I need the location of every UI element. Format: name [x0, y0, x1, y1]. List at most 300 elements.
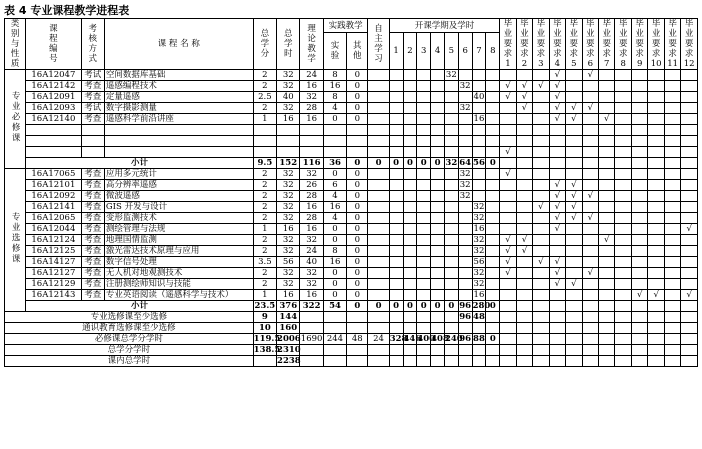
experiment-cell: 6 [323, 180, 346, 191]
summary-grad-req-12 [681, 345, 698, 356]
semester-3-cell [417, 81, 431, 92]
subtotal-semester-1: 0 [389, 158, 403, 169]
hours-cell: 32 [277, 81, 300, 92]
semester-4-cell [431, 246, 445, 257]
credit-cell: 1 [253, 290, 276, 301]
semester-8-cell [486, 81, 500, 92]
summary-self [368, 323, 389, 334]
self-study-cell [368, 70, 389, 81]
subtotal-semester-7: 56 [473, 158, 485, 168]
header-exam-method: 考 核 方 式 [81, 19, 104, 70]
theory-cell: 24 [300, 70, 323, 81]
self-study-cell [368, 136, 389, 147]
semester-4-cell [431, 125, 445, 136]
theory-cell: 32 [300, 92, 323, 103]
required-row [5, 147, 698, 158]
grad-req-12-cell [681, 235, 698, 246]
summary-credit [253, 356, 276, 367]
summary-grad-req-9 [631, 356, 647, 367]
subtotal-grad-req-7 [599, 158, 615, 169]
grad-req-4-cell: √ [549, 191, 565, 202]
course-code: 16A12140 [26, 114, 81, 125]
grad-req-12-cell [681, 92, 698, 103]
experiment-cell: 4 [323, 213, 346, 224]
semester-1-cell [389, 202, 403, 213]
semester-8-cell [486, 103, 500, 114]
semester-2-cell [403, 147, 417, 158]
course-code: 16A12142 [26, 81, 81, 92]
course-name: 专业英语阅读（遥感科学与技术） [104, 290, 253, 301]
grad-req-9-cell [631, 81, 647, 92]
semester-8-cell [486, 147, 500, 158]
subtotal-theory: 322 [300, 301, 323, 312]
credit-cell: 2 [253, 279, 276, 290]
summary-grad-req-12 [681, 323, 698, 334]
required-subtotal-row [5, 158, 698, 169]
grad-req-6-cell [582, 169, 598, 180]
summary-self: 24 [368, 334, 389, 345]
subtotal-grad-req-11 [664, 301, 680, 312]
header-row-1 [5, 19, 698, 33]
grad-req-6-cell [582, 202, 598, 213]
summary-semester-7 [472, 323, 486, 334]
summary-grad-req-1 [500, 323, 516, 334]
credit-cell [253, 136, 276, 147]
semester-6-cell: 32 [459, 180, 471, 190]
header-semester-6: 6 [458, 33, 472, 70]
summary-grad-req-3 [533, 345, 549, 356]
grad-req-7-cell [599, 81, 615, 92]
course-name: 无人机对地观测技术 [104, 268, 253, 279]
grad-req-1-cell: √ [500, 92, 516, 103]
grad-req-8-cell [615, 136, 631, 147]
credit-cell: 2 [253, 81, 276, 92]
grad-req-1-cell [500, 290, 516, 301]
summary-grad-req-8 [615, 334, 631, 345]
experiment-cell: 8 [323, 92, 346, 103]
credit-cell: 2 [253, 103, 276, 114]
summary-semester-2 [403, 312, 417, 323]
summary-semester-8 [486, 323, 500, 334]
hours-cell: 40 [277, 92, 300, 103]
semester-7-cell: 32 [473, 268, 485, 278]
hours-cell: 16 [277, 114, 300, 125]
grad-req-11-cell [664, 257, 680, 268]
exam-method [81, 125, 104, 136]
required-row [5, 103, 698, 114]
semester-1-cell [389, 224, 403, 235]
summary-semester-8: 0 [486, 334, 500, 345]
semester-1-cell [389, 92, 403, 103]
summary-hours: 2238 [277, 356, 301, 366]
required-category-label: 专业必修课 [10, 91, 21, 144]
other-cell: 0 [347, 191, 368, 202]
course-code: 16A12092 [26, 191, 81, 202]
grad-req-8-cell [615, 279, 631, 290]
grad-req-7-cell [599, 70, 615, 81]
grad-req-3-cell [533, 235, 549, 246]
summary-hours: 2310 [277, 345, 301, 355]
subtotal-grad-req-12 [681, 301, 698, 312]
subtotal-grad-req-1 [500, 158, 516, 169]
grad-req-10-cell [648, 191, 664, 202]
summary-semester-2 [403, 323, 417, 334]
grad-req-12-cell [681, 191, 698, 202]
semester-7-cell [472, 81, 486, 92]
summary-grad-req-6 [582, 345, 598, 356]
summary-grad-req-10 [648, 323, 664, 334]
course-name: 注册测绘师知识与技能 [104, 279, 253, 290]
semester-6-cell: 32 [459, 169, 471, 179]
semester-1-cell [389, 147, 403, 158]
summary-label: 通识教育选修课至少选修 [5, 323, 254, 334]
summary-row [5, 356, 698, 367]
theory-cell: 40 [300, 257, 323, 268]
semester-2-cell [403, 191, 417, 202]
grad-req-4-cell [549, 290, 565, 301]
grad-req-9-cell [631, 213, 647, 224]
exam-method: 考试 [81, 103, 104, 114]
elective-row [5, 257, 698, 268]
other-cell [347, 136, 368, 147]
header-semester-3: 3 [417, 33, 431, 70]
subtotal-grad-req-2 [516, 301, 532, 312]
course-name: 应用多元统计 [104, 169, 253, 180]
grad-req-2-cell: √ [516, 235, 532, 246]
grad-req-1-cell [500, 136, 516, 147]
summary-semester-3 [417, 323, 431, 334]
semester-7-cell: 32 [473, 246, 485, 256]
semester-5-cell [444, 180, 458, 191]
other-cell: 0 [347, 268, 368, 279]
header-grad-req-5: 毕 业 要 求 5 [566, 19, 582, 70]
grad-req-11-cell [664, 224, 680, 235]
semester-8-cell [486, 235, 500, 246]
grad-req-12-cell [681, 169, 698, 180]
semester-3-cell [417, 290, 431, 301]
summary-grad-req-7 [599, 356, 615, 367]
other-cell [347, 147, 368, 158]
header-grad-req-10: 毕 业 要 求 10 [648, 19, 664, 70]
course-name [104, 147, 253, 158]
grad-req-7-cell: √ [599, 235, 615, 246]
subtotal-self: 0 [368, 301, 389, 312]
other-cell: 0 [347, 103, 368, 114]
exam-method [81, 136, 104, 147]
summary-grad-req-5 [566, 323, 582, 334]
semester-2-cell [403, 246, 417, 257]
semester-4-cell [431, 92, 445, 103]
summary-grad-req-7 [599, 345, 615, 356]
grad-req-4-cell: √ [549, 180, 565, 191]
summary-semester-5 [444, 323, 458, 334]
course-code [26, 147, 81, 158]
semester-2-cell [403, 125, 417, 136]
header-semester-2: 2 [403, 33, 417, 70]
theory-cell: 16 [300, 202, 323, 213]
grad-req-11-cell [664, 169, 680, 180]
self-study-cell [368, 191, 389, 202]
self-study-cell [368, 224, 389, 235]
semester-4-cell [431, 169, 445, 180]
summary-hours: 144 [277, 312, 300, 323]
grad-req-3-cell [533, 246, 549, 257]
grad-req-6-cell [582, 257, 598, 268]
subtotal-label: 小计 [26, 158, 253, 169]
course-code: 16A17065 [26, 169, 81, 180]
grad-req-4-cell: √ [549, 92, 565, 103]
semester-2-cell [403, 290, 417, 301]
summary-grad-req-5 [566, 345, 582, 356]
grad-req-4-cell: √ [549, 224, 565, 235]
credit-cell: 2 [253, 235, 276, 246]
grad-req-2-cell: √ [516, 246, 532, 257]
subtotal-semester-3: 0 [417, 158, 431, 169]
hours-cell: 32 [277, 235, 300, 246]
credit-cell: 3.5 [253, 257, 276, 268]
grad-req-12-cell [681, 125, 698, 136]
grad-req-6-cell [582, 125, 598, 136]
grad-req-4-cell: √ [549, 213, 565, 224]
semester-6-cell [458, 92, 472, 103]
semester-2-cell [403, 213, 417, 224]
grad-req-6-cell: √ [582, 70, 598, 81]
grad-req-7-cell [599, 92, 615, 103]
summary-grad-req-10 [648, 312, 664, 323]
grad-req-7-cell [599, 103, 615, 114]
course-code: 16A12124 [26, 235, 81, 246]
self-study-cell [368, 235, 389, 246]
summary-grad-req-6 [582, 323, 598, 334]
grad-req-4-cell [549, 235, 565, 246]
summary-semester-6 [458, 356, 472, 367]
semester-3-cell [417, 70, 431, 81]
summary-grad-req-4 [549, 334, 565, 345]
subtotal-hours: 152 [277, 158, 300, 169]
grad-req-4-cell: √ [549, 268, 565, 279]
semester-4-cell [431, 224, 445, 235]
elective-row [5, 235, 698, 246]
elective-category-label: 专业选修课 [10, 212, 21, 265]
experiment-cell [323, 147, 346, 158]
subtotal-label: 小计 [26, 301, 253, 312]
grad-req-5-cell: √ [566, 114, 582, 125]
semester-5-cell: 32 [445, 70, 457, 80]
semester-1-cell [389, 290, 403, 301]
grad-req-8-cell [615, 125, 631, 136]
elective-row [5, 202, 698, 213]
hours-cell: 16 [277, 224, 300, 235]
course-name: 数字摄影测量 [104, 103, 253, 114]
semester-1-cell [389, 279, 403, 290]
summary-row [5, 323, 698, 334]
grad-req-7-cell [599, 147, 615, 158]
other-cell: 0 [347, 246, 368, 257]
summary-label: 课内总学时 [5, 356, 254, 367]
grad-req-10-cell [648, 114, 664, 125]
subtotal-exp: 36 [323, 158, 346, 169]
summary-theory [300, 312, 323, 323]
other-cell: 0 [347, 180, 368, 191]
semester-5-cell [444, 246, 458, 257]
semester-4-cell [431, 103, 445, 114]
grad-req-5-cell [566, 70, 582, 81]
summary-semester-3 [417, 312, 431, 323]
summary-grad-req-11 [664, 334, 680, 345]
experiment-cell: 16 [323, 202, 346, 213]
grad-req-8-cell [615, 246, 631, 257]
grad-req-1-cell: √ [500, 257, 516, 268]
grad-req-10-cell [648, 125, 664, 136]
grad-req-10-cell: √ [648, 290, 664, 301]
grad-req-12-cell: √ [681, 224, 698, 235]
experiment-cell: 0 [323, 224, 346, 235]
grad-req-11-cell [664, 92, 680, 103]
subtotal-semester-8: 0 [486, 301, 500, 312]
grad-req-6-cell [582, 114, 598, 125]
summary-grad-req-9 [631, 334, 647, 345]
subtotal-grad-req-4 [549, 301, 565, 312]
summary-semester-6 [458, 323, 472, 334]
summary-self [368, 345, 389, 356]
summary-theory [300, 345, 323, 356]
grad-req-2-cell [516, 191, 532, 202]
hours-cell: 32 [277, 279, 300, 290]
grad-req-11-cell [664, 202, 680, 213]
summary-grad-req-10 [648, 345, 664, 356]
exam-method: 考查 [81, 290, 104, 301]
elective-row [5, 246, 698, 257]
grad-req-2-cell [516, 290, 532, 301]
summary-grad-req-11 [664, 323, 680, 334]
semester-8-cell [486, 202, 500, 213]
semester-3-cell [417, 147, 431, 158]
grad-req-10-cell [648, 257, 664, 268]
summary-semester-1: 328 [389, 334, 408, 344]
grad-req-3-cell: √ [533, 202, 549, 213]
semester-5-cell [444, 147, 458, 158]
other-cell: 0 [347, 257, 368, 268]
subtotal-semester-1: 0 [389, 301, 403, 312]
grad-req-10-cell [648, 70, 664, 81]
grad-req-5-cell: √ [566, 191, 582, 202]
exam-method [81, 147, 104, 158]
semester-8-cell [486, 70, 500, 81]
grad-req-12-cell [681, 114, 698, 125]
grad-req-7-cell [599, 290, 615, 301]
summary-grad-req-6 [582, 356, 598, 367]
subtotal-grad-req-9 [631, 301, 647, 312]
grad-req-12-cell [681, 103, 698, 114]
theory-cell [300, 136, 323, 147]
exam-method: 考查 [81, 213, 104, 224]
summary-grad-req-11 [664, 345, 680, 356]
theory-cell: 24 [300, 246, 323, 257]
course-name: 激光雷达技术原理与应用 [104, 246, 253, 257]
grad-req-2-cell [516, 169, 532, 180]
hours-cell: 32 [277, 169, 300, 180]
experiment-cell: 0 [323, 235, 346, 246]
semester-5-cell [444, 224, 458, 235]
grad-req-11-cell [664, 81, 680, 92]
subtotal-grad-req-10 [648, 301, 664, 312]
grad-req-4-cell [549, 136, 565, 147]
summary-grad-req-9 [631, 323, 647, 334]
theory-cell: 32 [300, 235, 323, 246]
summary-semester-3: 400 [417, 334, 436, 344]
experiment-cell: 4 [323, 191, 346, 202]
hours-cell: 32 [277, 191, 300, 202]
summary-grad-req-1 [500, 334, 516, 345]
semester-1-cell [389, 169, 403, 180]
header-grad-req-8: 毕 业 要 求 8 [615, 19, 631, 70]
header-grad-req-6: 毕 业 要 求 6 [582, 19, 598, 70]
subtotal-grad-req-5 [566, 301, 582, 312]
grad-req-9-cell [631, 191, 647, 202]
semester-6-cell [458, 114, 472, 125]
summary-semester-7: 88 [473, 334, 485, 344]
elective-row [5, 279, 698, 290]
hours-cell: 32 [277, 268, 300, 279]
semester-6-cell [458, 246, 472, 257]
subtotal-other: 0 [347, 301, 368, 312]
hours-cell [277, 125, 300, 136]
other-cell: 0 [347, 224, 368, 235]
summary-grad-req-6 [582, 312, 598, 323]
semester-2-cell [403, 114, 417, 125]
grad-req-4-cell: √ [549, 257, 565, 268]
semester-7-cell: 16 [473, 290, 485, 300]
subtotal-grad-req-10 [648, 158, 664, 169]
summary-grad-req-10 [648, 334, 664, 345]
summary-semester-8 [486, 345, 500, 356]
hours-cell [277, 147, 300, 158]
summary-grad-req-5 [566, 334, 582, 345]
grad-req-2-cell [516, 147, 532, 158]
grad-req-1-cell [500, 202, 516, 213]
grad-req-5-cell [566, 136, 582, 147]
grad-req-10-cell [648, 235, 664, 246]
grad-req-3-cell [533, 224, 549, 235]
header-grad-req-3: 毕 业 要 求 3 [533, 19, 549, 70]
hours-cell: 32 [277, 103, 300, 114]
semester-8-cell [486, 114, 500, 125]
exam-method: 考查 [81, 180, 104, 191]
theory-cell: 32 [300, 268, 323, 279]
other-cell: 0 [347, 279, 368, 290]
summary-semester-7 [472, 356, 486, 367]
semester-2-cell [403, 257, 417, 268]
semester-3-cell [417, 257, 431, 268]
grad-req-7-cell [599, 268, 615, 279]
grad-req-10-cell [648, 246, 664, 257]
course-code: 16A12141 [26, 202, 81, 213]
course-code: 16A14127 [26, 257, 81, 268]
summary-hours: 2006 [277, 334, 301, 344]
grad-req-8-cell [615, 224, 631, 235]
summary-grad-req-8 [615, 345, 631, 356]
grad-req-12-cell [681, 70, 698, 81]
semester-5-cell [444, 257, 458, 268]
summary-semester-4 [431, 356, 445, 367]
summary-grad-req-1 [500, 356, 516, 367]
experiment-cell: 0 [323, 268, 346, 279]
grad-req-7-cell: √ [599, 114, 615, 125]
other-cell [347, 125, 368, 136]
semester-6-cell [458, 202, 472, 213]
summary-semester-1 [389, 323, 403, 334]
self-study-cell [368, 268, 389, 279]
